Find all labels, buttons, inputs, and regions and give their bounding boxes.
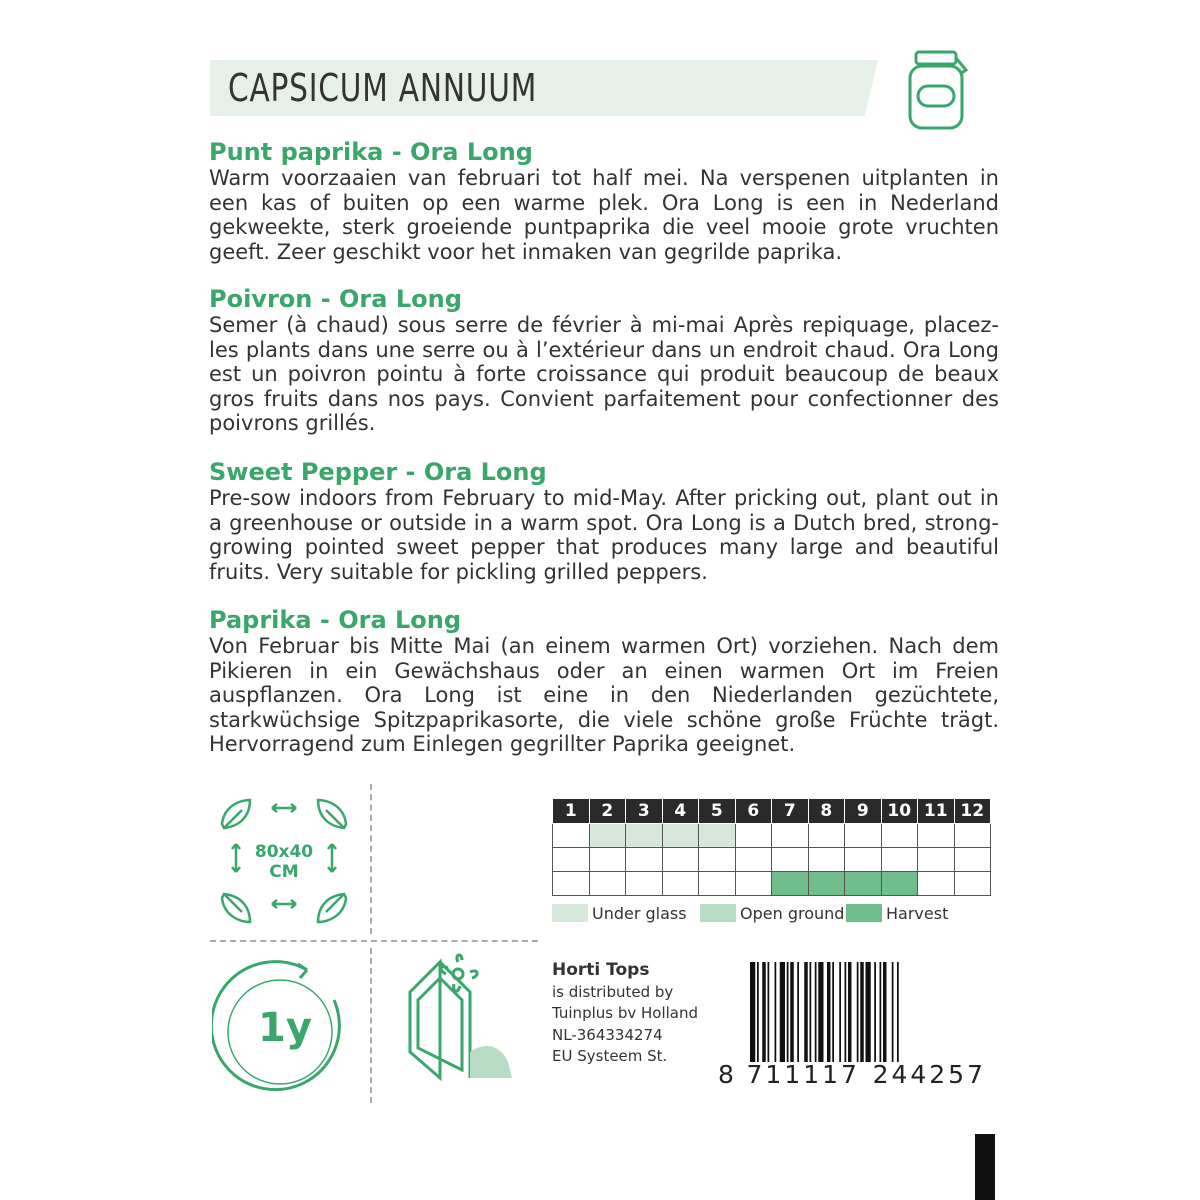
legend-open-ground xyxy=(700,902,844,924)
divider xyxy=(370,784,372,934)
calendar-cell xyxy=(918,848,955,872)
calendar-cell xyxy=(845,872,882,896)
calendar-cell xyxy=(808,824,845,848)
month-header: 1 xyxy=(553,799,590,824)
section-english xyxy=(209,459,999,584)
divider xyxy=(210,940,538,942)
barcode-bar xyxy=(897,962,899,1062)
calendar-cell xyxy=(772,824,809,848)
calendar-cell xyxy=(772,872,809,896)
section-body: Pre-sow indoors from February to mid-May. After pricking out, plant out in a greenhouse or outside in a warm spot. Ora Long is a Dutch bred, strong-growing pointed sweet pepper that produces many large and beautiful fruits. Very suitable for pickling grilled peppers. xyxy=(209,486,999,584)
barcode-bar xyxy=(827,962,831,1062)
distributor-info xyxy=(552,960,698,1068)
section-body: Von Februar bis Mitte Mai (an einem warmen Ort) vorziehen. Nach dem Pikieren in ein Gewächshaus oder an einen warmen Ort im Freien auspflanzen. Ora Long ist eine in den Niederlanden gezüchtete, starkwüchsige Spitzpaprikasorte, die viele schöne große Früchte trägt. Hervorragend zum Einlegen gegrillter Paprika geeignet. xyxy=(209,634,999,756)
month-header: 9 xyxy=(845,799,882,824)
calendar-cell xyxy=(589,824,626,848)
barcode xyxy=(746,962,978,1062)
barcode-bar xyxy=(757,962,759,1062)
month-header: 8 xyxy=(808,799,845,824)
distributor-line: is distributed by xyxy=(552,982,674,1001)
barcode-bar xyxy=(857,962,859,1062)
calendar-cell xyxy=(808,872,845,896)
calendar-cell xyxy=(954,848,991,872)
calendar-cell xyxy=(662,872,699,896)
calendar-cell xyxy=(808,848,845,872)
month-header: 5 xyxy=(699,799,736,824)
spacing-dimensions: 80x40 xyxy=(254,842,314,862)
month-header: 2 xyxy=(589,799,626,824)
calendar-cell xyxy=(881,824,918,848)
barcode-bar xyxy=(797,962,799,1062)
calendar-row-harvest xyxy=(553,872,991,896)
barcode-bar xyxy=(880,962,882,1062)
section-title: Paprika - Ora Long xyxy=(209,606,462,634)
barcode-bar xyxy=(790,962,794,1062)
barcode-bar xyxy=(818,962,823,1062)
calendar-cell xyxy=(845,848,882,872)
barcode-bar xyxy=(848,962,852,1062)
month-header: 10 xyxy=(881,799,918,824)
species-title: CAPSICUM ANNUUM xyxy=(228,66,538,110)
calendar-cell xyxy=(553,824,590,848)
jar-icon xyxy=(902,50,972,132)
barcode-bar xyxy=(883,962,887,1062)
section-dutch xyxy=(209,139,999,264)
calendar-cell xyxy=(662,848,699,872)
calendar-cell xyxy=(553,872,590,896)
barcode-bar xyxy=(832,962,834,1062)
edge-mark xyxy=(975,1134,995,1200)
distributor-line: EU Systeem St. xyxy=(552,1047,668,1065)
section-body: Warm voorzaaien van februari tot half mei. Na verspenen uitplanten in een kas of buiten op een warme plek. Ora Long is een in Nederland gekweekte, sterk groeiende puntpaprika die veel mooie grote vruchten geeft. Zeer geschikt voor het inmaken van gegrilde paprika. xyxy=(209,166,999,264)
calendar-cell xyxy=(918,872,955,896)
brand-name: Horti Tops xyxy=(552,960,650,980)
legend-swatch xyxy=(552,904,588,922)
barcode-bar xyxy=(750,962,755,1062)
calendar-cell xyxy=(553,848,590,872)
calendar-cell xyxy=(918,824,955,848)
barcode-bar xyxy=(839,962,841,1062)
spacing-unit: CM xyxy=(269,862,299,882)
calendar-row-under-glass xyxy=(553,824,991,848)
legend-swatch xyxy=(846,904,882,922)
section-title: Sweet Pepper - Ora Long xyxy=(209,458,547,486)
barcode-bar xyxy=(787,962,789,1062)
calendar-cell xyxy=(662,824,699,848)
barcode-bar xyxy=(874,962,876,1062)
barcode-bar xyxy=(775,962,777,1062)
month-header: 4 xyxy=(662,799,699,824)
greenhouse-icon xyxy=(400,952,520,1084)
legend-label: Open ground xyxy=(740,903,845,923)
legend-swatch xyxy=(700,904,736,922)
calendar-cell xyxy=(954,824,991,848)
calendar-cell xyxy=(954,872,991,896)
barcode-bar xyxy=(866,962,871,1062)
barcode-bar xyxy=(804,962,808,1062)
barcode-bar xyxy=(892,962,894,1062)
spacing-label xyxy=(252,842,316,882)
calendar-cell xyxy=(881,872,918,896)
section-german xyxy=(209,607,999,757)
barcode-bar xyxy=(860,962,864,1062)
section-body: Semer (à chaud) sous serre de février à mi-mai Après repiquage, placez-les plants dans une serre ou à l’extérieur dans un endroit chaud. Ora Long est un poivron pointu à forte croissance qui produit beaucoup de beaux gros fruits dans nos pays. Convient parfaitement pour confectionner des poivrons grillés. xyxy=(209,313,999,435)
calendar-cell xyxy=(589,848,626,872)
legend-label: Under glass xyxy=(592,903,687,923)
month-header: 6 xyxy=(735,799,772,824)
section-title: Punt paprika - Ora Long xyxy=(209,138,533,166)
calendar-cell xyxy=(699,824,736,848)
calendar-cell xyxy=(626,824,663,848)
calendar-cell xyxy=(589,872,626,896)
calendar-cell xyxy=(881,848,918,872)
calendar-header-row xyxy=(553,799,991,824)
calendar-cell xyxy=(699,848,736,872)
barcode-bar xyxy=(810,962,812,1062)
calendar-cell xyxy=(699,872,736,896)
calendar-cell xyxy=(735,848,772,872)
barcode-bar xyxy=(815,962,817,1062)
barcode-bar xyxy=(768,962,770,1062)
divider xyxy=(370,948,372,1103)
barcode-bar xyxy=(845,962,847,1062)
month-header: 11 xyxy=(918,799,955,824)
calendar-cell xyxy=(735,824,772,848)
calendar-cell xyxy=(735,872,772,896)
month-header: 3 xyxy=(626,799,663,824)
barcode-bar xyxy=(780,962,785,1062)
barcode-bar xyxy=(762,962,766,1062)
barcode-digit-group: 244257 xyxy=(872,1060,986,1089)
distributor-line: Tuinplus bv Holland xyxy=(552,1004,699,1022)
calendar-row-open-ground xyxy=(553,848,991,872)
month-header: 7 xyxy=(772,799,809,824)
barcode-digit-group: 711117 xyxy=(746,1060,860,1089)
section-french xyxy=(209,286,999,436)
calendar-cell xyxy=(845,824,882,848)
calendar-cell xyxy=(772,848,809,872)
calendar-cell xyxy=(626,872,663,896)
sowing-calendar xyxy=(552,798,991,896)
distributor-line: NL-364334274 xyxy=(552,1025,663,1044)
barcode-digit-group: 8 xyxy=(718,1060,734,1089)
section-title: Poivron - Ora Long xyxy=(209,285,462,313)
month-header: 12 xyxy=(954,799,991,824)
lifecycle-label: 1y xyxy=(258,1005,312,1051)
legend-under-glass xyxy=(552,902,687,924)
barcode-number xyxy=(718,1060,986,1089)
calendar-cell xyxy=(626,848,663,872)
legend-harvest xyxy=(846,902,948,924)
legend-label: Harvest xyxy=(886,903,949,923)
